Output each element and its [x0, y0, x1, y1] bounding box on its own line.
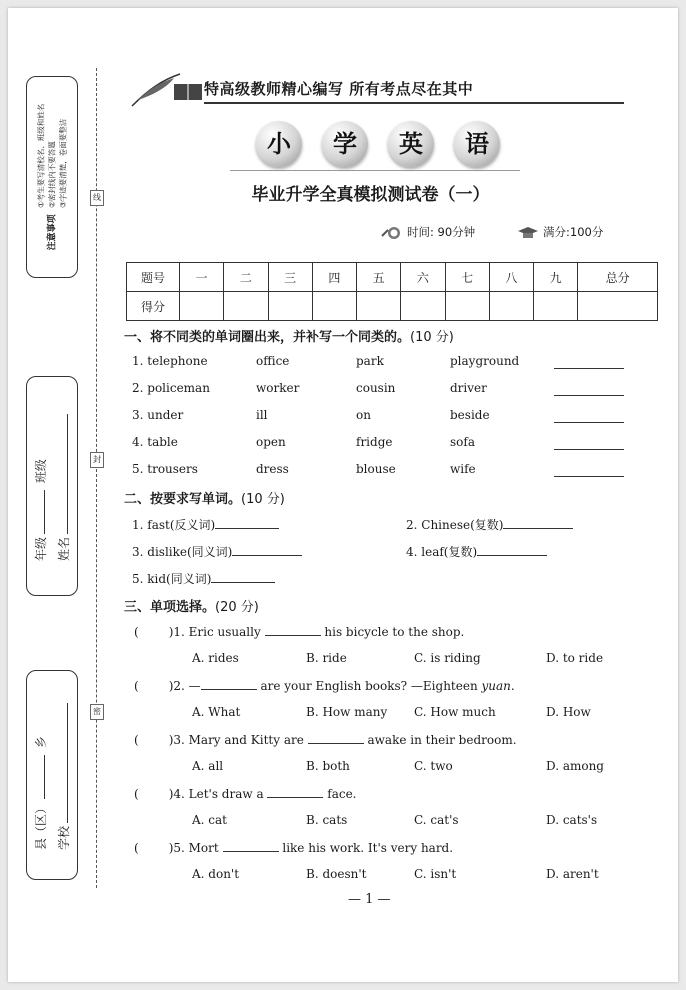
- notes-text: [36, 104, 69, 251]
- s1-word[interactable]: worker: [256, 381, 300, 395]
- s1-word[interactable]: sofa: [450, 435, 475, 449]
- s1-word[interactable]: office: [256, 354, 290, 368]
- section2-title: 二、按要求写单词。: [124, 492, 242, 507]
- s1-word[interactable]: 4. table: [132, 435, 178, 449]
- school-blank[interactable]: [67, 703, 68, 823]
- s2-item: [406, 543, 547, 560]
- section1-title: 一、将不同类的单词圈出来，并补写一个同类的。: [124, 330, 411, 345]
- s1-word[interactable]: wife: [450, 462, 476, 476]
- title-char-1: 小: [256, 121, 302, 167]
- q-stem-end: like his work. It's very hard.: [282, 841, 454, 855]
- option[interactable]: C. How much: [414, 705, 496, 719]
- score-header-cell: 五: [357, 263, 401, 292]
- s2-answer-blank[interactable]: [232, 544, 302, 556]
- time-text: 时间: 90分钟: [407, 225, 476, 239]
- s1-word[interactable]: 5. trousers: [132, 462, 198, 476]
- score-cell[interactable]: [489, 292, 533, 321]
- school-label: 学校: [57, 825, 71, 851]
- score-cell[interactable]: [401, 292, 445, 321]
- score-cell[interactable]: [534, 292, 578, 321]
- s3-question: [134, 732, 517, 747]
- exam-page: [8, 8, 678, 982]
- s2-prompt: 2. Chinese(复数): [406, 518, 504, 532]
- s1-word[interactable]: park: [356, 354, 384, 368]
- note-2: ②密封线内不要答题: [47, 141, 57, 208]
- s2-prompt: 5. kid(同义词): [132, 572, 212, 586]
- q-stem-end: face.: [327, 787, 357, 801]
- s2-prompt: 4. leaf(复数): [406, 545, 478, 559]
- section2-points: (10 分): [241, 492, 285, 507]
- option[interactable]: D. to ride: [546, 651, 604, 665]
- s1-word[interactable]: driver: [450, 381, 487, 395]
- banner-rule: [204, 102, 624, 104]
- s1-word[interactable]: fridge: [356, 435, 393, 449]
- banner: [118, 70, 623, 110]
- s3-question: [134, 624, 464, 639]
- s1-word[interactable]: 3. under: [132, 408, 184, 422]
- option[interactable]: B. cats: [306, 813, 348, 827]
- title-char-3: 英: [388, 121, 434, 167]
- option[interactable]: A. don't: [192, 867, 240, 881]
- grade-class-name-text: [32, 411, 72, 561]
- section3-points: (20 分): [215, 600, 259, 615]
- s2-prompt: 3. dislike(同义词): [132, 545, 233, 559]
- s1-answer-line[interactable]: [554, 410, 624, 423]
- s3-question: [134, 840, 453, 855]
- score-header-cell: 九: [534, 263, 578, 292]
- q-blank[interactable]: [223, 840, 279, 852]
- q-stem: )2. —: [168, 679, 201, 693]
- title-char-2: 学: [322, 121, 368, 167]
- county-blank[interactable]: [44, 755, 45, 799]
- s1-word[interactable]: cousin: [356, 381, 396, 395]
- title-char-4: 语: [454, 121, 500, 167]
- q-blank[interactable]: [308, 732, 364, 744]
- s1-word[interactable]: beside: [450, 408, 490, 422]
- s1-answer-line[interactable]: [554, 356, 624, 369]
- q-stem-end: awake in their bedroom.: [367, 733, 517, 747]
- q-stem: )3. Mary and Kitty are: [168, 733, 304, 747]
- name-blank[interactable]: [67, 414, 68, 534]
- q-blank[interactable]: [265, 624, 321, 636]
- score-cell[interactable]: [180, 292, 224, 321]
- score-header-cell: 六: [401, 263, 445, 292]
- score-cell[interactable]: [224, 292, 268, 321]
- answer-paren[interactable]: (: [134, 625, 139, 639]
- score-header-row: [127, 263, 658, 292]
- cut-label-xian: 线: [90, 190, 104, 206]
- notes-box: [26, 76, 78, 278]
- banner-slogan: 特高级教师精心编写 所有考点尽在其中: [204, 80, 474, 98]
- q-stem-italic: yuan: [481, 679, 511, 693]
- county-label: 县（区）: [34, 801, 48, 851]
- score-header-cell: 三: [268, 263, 312, 292]
- score-row: [127, 292, 658, 321]
- s3-question: [134, 678, 515, 693]
- grade-blank[interactable]: [44, 490, 45, 534]
- s2-item: [132, 570, 275, 587]
- option[interactable]: D. cats's: [546, 813, 598, 827]
- option[interactable]: B. both: [306, 759, 350, 773]
- exam-subtitle: 毕业升学全真模拟测试卷（一）: [251, 185, 490, 205]
- score-cell[interactable]: [357, 292, 401, 321]
- s2-prompt: 1. fast(反义词): [132, 518, 216, 532]
- county-school-text: [32, 700, 72, 850]
- option[interactable]: C. two: [414, 759, 453, 773]
- section1-heading: [124, 326, 454, 345]
- option[interactable]: D. aren't: [546, 867, 599, 881]
- s2-item: [406, 516, 573, 533]
- score-row-label: 得分: [127, 292, 180, 321]
- answer-paren[interactable]: (: [134, 679, 139, 693]
- time-info: [380, 224, 475, 240]
- s2-item: [132, 516, 279, 533]
- q-blank[interactable]: [201, 678, 257, 690]
- note-3: ③字迹要清楚，卷面要整洁: [58, 118, 68, 208]
- score-text: 满分:100分: [543, 225, 604, 239]
- option[interactable]: A. all: [192, 759, 224, 773]
- score-cell[interactable]: [312, 292, 356, 321]
- township-label: 乡: [34, 736, 48, 749]
- name-label: 姓名: [57, 536, 71, 562]
- s1-word[interactable]: on: [356, 408, 371, 422]
- note-1: ①考生要写清校名、班级和姓名: [36, 103, 46, 208]
- score-header-cell: 七: [445, 263, 489, 292]
- cut-label-mi: 密: [90, 704, 104, 720]
- score-header-cell: 题号: [127, 263, 180, 292]
- graduation-cap-icon: [516, 226, 540, 240]
- clock-icon: [380, 226, 404, 240]
- grade-label: 年级: [34, 536, 48, 562]
- score-table: [126, 262, 658, 321]
- s1-word[interactable]: ill: [256, 408, 268, 422]
- s1-word[interactable]: playground: [450, 354, 520, 368]
- q-stem: )5. Mort: [168, 841, 219, 855]
- option[interactable]: A. What: [192, 705, 241, 719]
- answer-paren[interactable]: (: [134, 787, 139, 801]
- q-blank[interactable]: [267, 786, 323, 798]
- section3-heading: [124, 596, 259, 615]
- cut-label-feng: 封: [90, 452, 104, 468]
- q-stem-end: his bicycle to the shop.: [324, 625, 465, 639]
- score-info: [516, 224, 603, 240]
- option[interactable]: C. cat's: [414, 813, 459, 827]
- s2-item: [132, 543, 302, 560]
- q-stem: )4. Let's draw a: [168, 787, 264, 801]
- option[interactable]: D. among: [546, 759, 604, 773]
- option[interactable]: D. How: [546, 705, 591, 719]
- s3-question: [134, 786, 357, 801]
- option[interactable]: A. rides: [192, 651, 239, 665]
- option[interactable]: B. doesn't: [306, 867, 367, 881]
- score-cell[interactable]: [445, 292, 489, 321]
- county-township-school-box: [26, 670, 78, 880]
- s1-word[interactable]: 1. telephone: [132, 354, 208, 368]
- title-rule: [230, 170, 520, 171]
- option[interactable]: B. How many: [306, 705, 388, 719]
- grade-class-name-box: [26, 376, 78, 596]
- s2-answer-blank[interactable]: [211, 571, 275, 583]
- s1-answer-line[interactable]: [554, 437, 624, 450]
- option[interactable]: B. ride: [306, 651, 347, 665]
- s2-answer-blank[interactable]: [503, 517, 573, 529]
- score-cell[interactable]: [578, 292, 658, 321]
- q-stem-end: are your English books? —Eighteen: [260, 679, 478, 693]
- section2-heading: [124, 488, 285, 507]
- score-header-cell: 二: [224, 263, 268, 292]
- score-header-cell: 一: [180, 263, 224, 292]
- s1-word[interactable]: 2. policeman: [132, 381, 210, 395]
- s1-word[interactable]: dress: [256, 462, 289, 476]
- s1-word[interactable]: blouse: [356, 462, 396, 476]
- s2-answer-blank[interactable]: [215, 517, 279, 529]
- answer-paren[interactable]: (: [134, 733, 139, 747]
- page-number: — 1 —: [348, 892, 391, 907]
- score-header-cell: 八: [489, 263, 533, 292]
- score-header-cell: 四: [312, 263, 356, 292]
- option[interactable]: C. isn't: [414, 867, 457, 881]
- option[interactable]: A. cat: [192, 813, 227, 827]
- q-stem-period: .: [510, 679, 515, 693]
- section1-points: (10 分): [410, 330, 454, 345]
- option[interactable]: C. is riding: [414, 651, 481, 665]
- score-cell[interactable]: [268, 292, 312, 321]
- s1-answer-line[interactable]: [554, 383, 624, 396]
- section3-title: 三、单项选择。: [124, 600, 216, 615]
- class-label: 班级: [34, 459, 48, 484]
- score-header-cell: 总分: [578, 263, 658, 292]
- q-stem: )1. Eric usually: [168, 625, 261, 639]
- s2-answer-blank[interactable]: [477, 544, 547, 556]
- s1-word[interactable]: open: [256, 435, 286, 449]
- notes-title: 注意事项: [47, 214, 57, 251]
- answer-paren[interactable]: (: [134, 841, 139, 855]
- s1-answer-line[interactable]: [554, 464, 624, 477]
